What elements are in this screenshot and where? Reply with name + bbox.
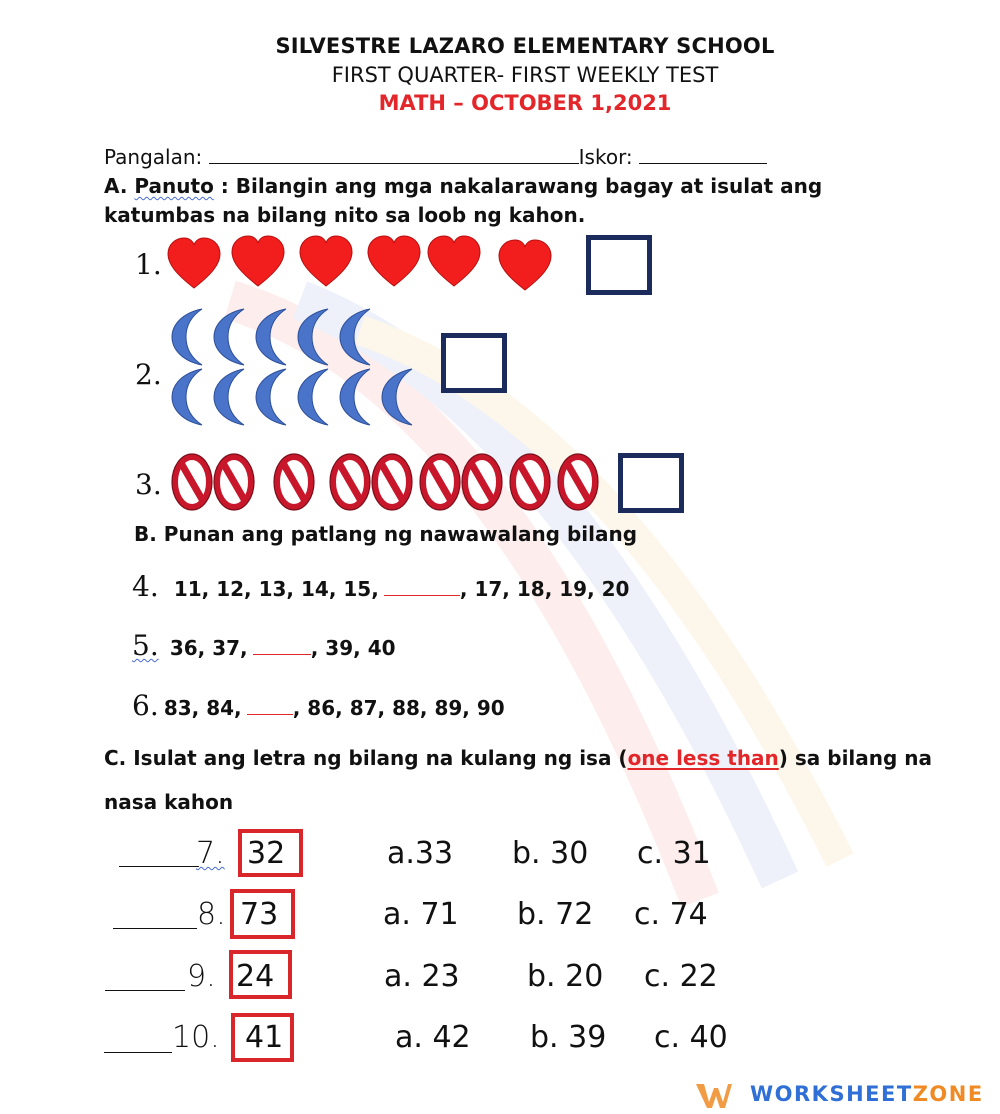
heart-icon [368,236,420,286]
item-9-number: 24 [236,959,275,994]
item-3-label: 3. [135,468,162,501]
section-c-title-line2: nasa kahon [104,790,234,814]
name-score-row [104,145,767,169]
crescent-moon-icon [298,369,328,425]
answer-blank-9[interactable] [105,990,185,991]
crescent-moon-icon [214,309,244,365]
no-symbol-icon [330,454,370,510]
item-4-before: 11, 12, 13, 14, 15, [173,577,379,601]
section-a-letter: A. [104,174,128,198]
sequence-item-5 [132,629,396,662]
item-7-number: 32 [247,836,286,871]
answer-box-2[interactable] [441,333,507,393]
item-5-label: 5. [132,629,159,662]
hearts-group [164,232,564,296]
heart-icon [499,240,551,290]
section-a-instruction-line1 [104,174,822,198]
item-10-choice-a[interactable]: a. 42 [395,1020,471,1055]
item-4-after: , 17, 18, 19, 20 [459,577,630,601]
name-label: Pangalan: [104,145,203,169]
item-7-choice-a[interactable]: a.33 [387,836,454,871]
item-6-label: 6. [132,689,159,722]
school-name: SILVESTRE LAZARO ELEMENTARY SCHOOL [275,34,775,58]
panuto-colon: : [213,174,229,198]
item-6-before: 83, 84, [163,696,242,720]
sequence-item-6 [132,689,505,722]
no-symbol-icon [214,454,254,510]
item-8-choice-a[interactable]: a. 71 [383,897,459,932]
item-5-before: 36, 37, [169,636,248,660]
item-9-label: 9. [187,959,216,994]
heart-icon [168,238,220,288]
score-label: Iskor: [578,145,633,169]
answer-blank-10[interactable] [104,1052,172,1053]
item-8-choice-c[interactable]: c. 74 [634,897,708,932]
item-7-label: 7. [196,836,225,871]
panuto-word: Panuto [134,174,214,198]
item-8-choice-b[interactable]: b. 72 [517,897,594,932]
heart-icon [232,236,284,286]
crescent-moon-icon [172,369,202,425]
crescent-moon-icon [214,369,244,425]
answer-box-3[interactable] [618,453,684,513]
item-10-choice-c[interactable]: c. 40 [654,1020,728,1055]
item-9-choice-b[interactable]: b. 20 [527,959,604,994]
score-blank[interactable] [639,163,767,164]
item-2-label: 2. [135,358,162,391]
item-4-label: 4. [132,570,159,603]
name-blank[interactable] [209,163,579,164]
item-9-choice-c[interactable]: c. 22 [644,959,718,994]
item-7-choice-b[interactable]: b. 30 [512,836,589,871]
worksheetzone-brand-text [750,1082,984,1106]
brand-part-worksheet: WORKSHEET [750,1082,913,1106]
crescent-moon-icon [340,309,370,365]
no-symbol-icon [462,454,502,510]
section-c-title-before: C. Isulat ang letra ng bilang na kulang ng isa ( [104,746,628,770]
item-7-choice-c[interactable]: c. 31 [637,836,711,871]
crescent-moon-icon [256,309,286,365]
section-c-title-line1 [104,746,932,770]
no-symbol-icon [274,454,314,510]
answer-blank-7[interactable] [119,866,199,867]
item-8-label: 8. [197,897,226,932]
crescent-moon-icon [256,369,286,425]
no-symbol-icon [420,454,460,510]
section-a-instruction-text: Bilangin ang mga nakalarawang bagay at isulat ang [228,174,823,198]
no-symbol-icon [172,454,212,510]
worksheetzone-logo-icon [696,1082,732,1110]
test-quarter: FIRST QUARTER- FIRST WEEKLY TEST [331,63,719,87]
item-6-after: , 86, 87, 88, 89, 90 [292,696,505,720]
section-b-title: B. Punan ang patlang ng nawawalang bilang [134,522,638,546]
section-a-instruction-line2: katumbas na bilang nito sa loob ng kahon. [104,203,586,227]
no-symbol-icon [372,454,412,510]
answer-blank-8[interactable] [113,928,197,929]
no-symbol-icon [558,454,598,510]
crescent-moon-icon [172,309,202,365]
no-symbol-icon [510,454,550,510]
item-8-number: 73 [240,897,279,932]
heart-icon [428,236,480,286]
sequence-item-4 [132,570,629,603]
one-less-than-highlight: one less than [627,746,779,770]
heart-icon [300,236,352,286]
worksheetzone-watermark [690,1076,1000,1114]
brand-part-zone: ZONE [912,1082,984,1106]
item-10-choice-b[interactable]: b. 39 [530,1020,607,1055]
no-symbols-group [170,452,610,514]
answer-box-1[interactable] [586,235,652,295]
item-5-after: , 39, 40 [310,636,396,660]
item-10-number: 41 [245,1020,284,1055]
crescent-moon-icon [382,369,412,425]
item-4-blank[interactable] [384,594,460,596]
section-c-title-after: ) sa bilang na [778,746,933,770]
item-5-blank[interactable] [253,653,311,655]
moons-group [164,305,434,430]
item-6-blank[interactable] [247,713,293,715]
item-10-label: 10. [172,1020,220,1055]
item-9-choice-a[interactable]: a. 23 [384,959,460,994]
crescent-moon-icon [298,309,328,365]
subject-date: MATH – OCTOBER 1,2021 [378,91,672,115]
crescent-moon-icon [340,369,370,425]
item-1-label: 1. [135,248,162,281]
